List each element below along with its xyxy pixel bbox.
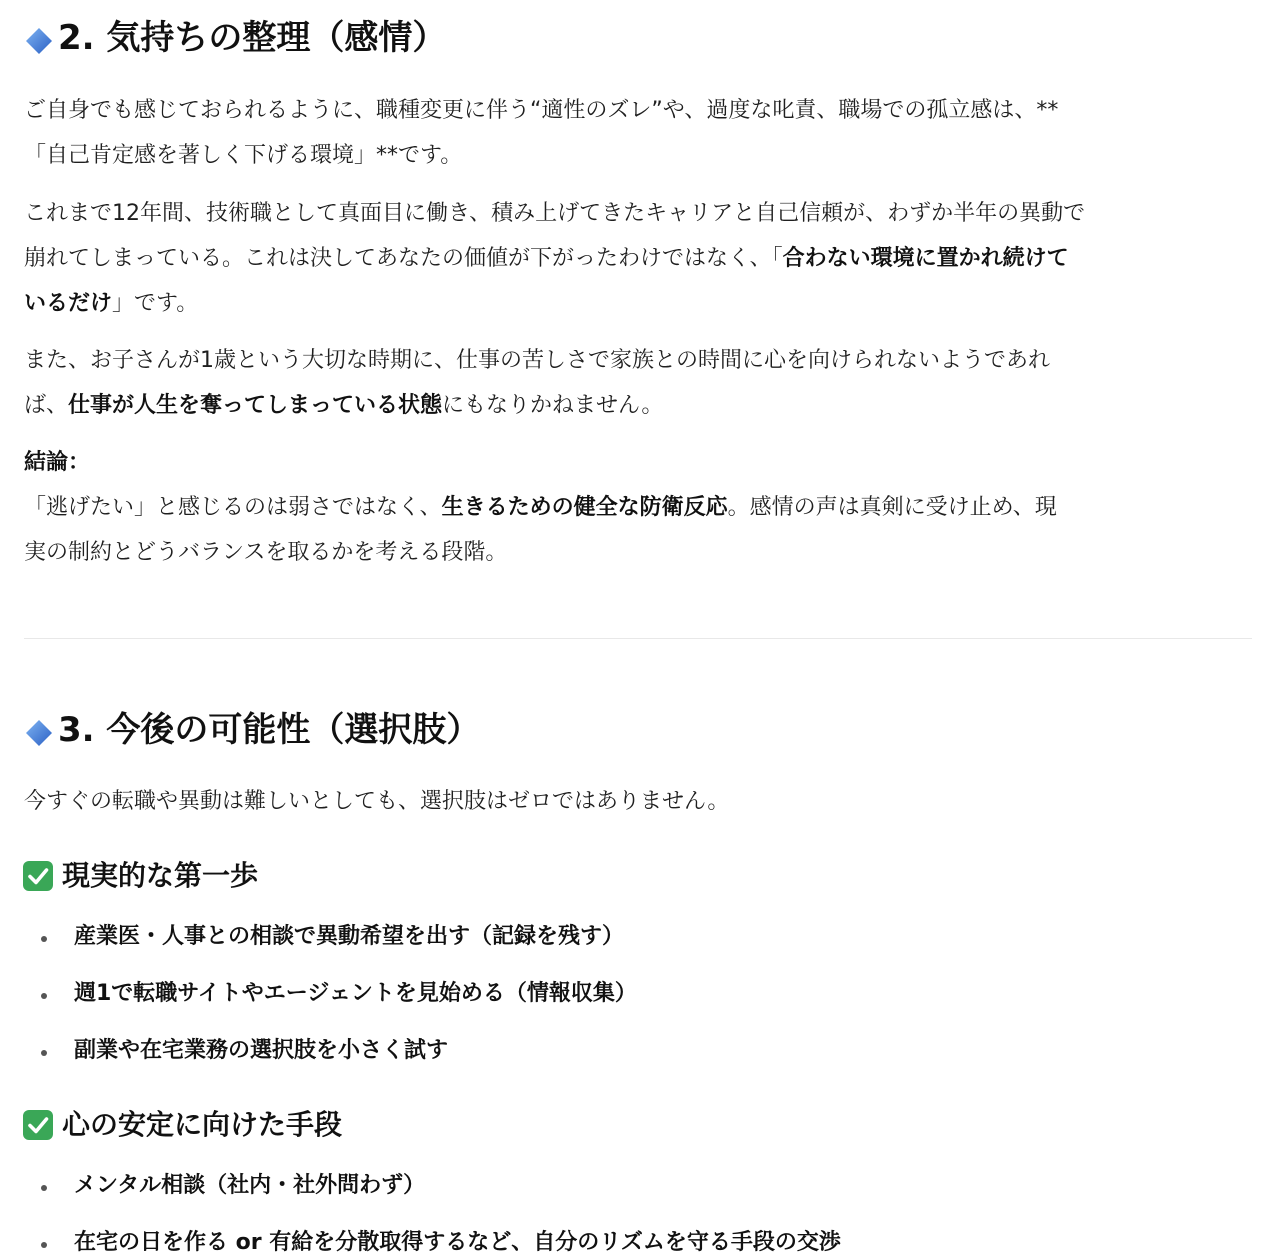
paragraph-1 xyxy=(24,88,1252,178)
paragraph-2-emphasis-a: 合わない環境に置かれ続けて xyxy=(782,246,1069,271)
list-item xyxy=(24,1170,841,1202)
list-item-text: 副業や在宅業務の選択肢を小さく試す xyxy=(74,1038,449,1063)
list-item xyxy=(24,1035,637,1067)
paragraph-3-line-1: また、お子さんが1歳という大切な時期に、仕事の苦しさで家族との時間に心を向けられないようであれ xyxy=(24,348,1051,373)
conclusion-line-2: 実の制約とどうバランスを取るかを考える段階。 xyxy=(24,540,508,565)
paragraph-3-emphasis: 仕事が人生を奪ってしまっている状態 xyxy=(68,393,443,418)
section-divider xyxy=(24,638,1252,639)
paragraph-2-line-2: 崩れてしまっている。これは決してあなたの価値が下がったわけではなく、「 xyxy=(24,246,783,271)
paragraph-3 xyxy=(24,338,1252,428)
group-1-list xyxy=(24,921,637,1067)
section-3-heading-text: 3. 今後の可能性（選択肢） xyxy=(58,710,481,750)
paragraph-2 xyxy=(24,191,1252,326)
check-mark-button-icon xyxy=(22,860,54,892)
blue-diamond-icon xyxy=(24,718,48,742)
check-mark-button-icon xyxy=(22,1109,54,1141)
conclusion-emphasis: 生きるための健全な防衛反応 xyxy=(441,495,728,520)
group-2-heading xyxy=(22,1107,342,1143)
paragraph-1-line-1: ご自身でも感じておられるように、職種変更に伴う“適性のズレ”や、過度な叱責、職場での孤立感は、** xyxy=(24,98,1059,123)
list-item-text: メンタル相談（社内・社外問わず） xyxy=(74,1173,426,1198)
paragraph-2-emphasis-b: いるだけ xyxy=(24,291,113,316)
group-1-title: 現実的な第一歩 xyxy=(62,859,259,892)
group-1-heading xyxy=(22,858,258,894)
group-2-title: 心の安定に向けた手段 xyxy=(62,1108,343,1141)
blue-diamond-icon xyxy=(24,26,48,50)
paragraph-2-line-1: これまで12年間、技術職として真面目に働き、積み上げてきたキャリアと自己信頼が、わずか半年の異動で xyxy=(24,201,1086,226)
section-3-intro-text: 今すぐの転職や異動は難しいとしても、選択肢はゼロではありません。 xyxy=(24,789,730,814)
conclusion-label: 結論： xyxy=(24,450,91,475)
conclusion-block xyxy=(24,440,1252,575)
list-item xyxy=(24,978,637,1010)
conclusion-line-1: 「逃げたい」と感じるのは弱さではなく、 xyxy=(24,495,442,520)
list-item-text: 在宅の日を作る or 有給を分散取得するなど、自分のリズムを守る手段の交渉 xyxy=(74,1230,841,1255)
section-2-heading xyxy=(24,18,446,58)
list-item-text: 産業医・人事との相談で異動希望を出す（記録を残す） xyxy=(74,924,625,949)
section-3-intro xyxy=(24,779,1252,824)
group-2-list xyxy=(24,1170,841,1259)
section-2-heading-text: 2. 気持ちの整理（感情） xyxy=(58,18,447,58)
section-3-heading xyxy=(24,710,480,750)
paragraph-3-line-2a: ば、 xyxy=(24,393,69,418)
list-item-text: 週1で転職サイトやエージェントを見始める（情報収集） xyxy=(74,981,637,1006)
paragraph-3-line-2b: にもなりかねません。 xyxy=(442,393,664,418)
conclusion-line-1-tail: 。感情の声は真剣に受け止め、現 xyxy=(727,495,1057,520)
list-item xyxy=(24,1227,841,1259)
list-item xyxy=(24,921,637,953)
paragraph-1-line-2: 「自己肯定感を著しく下げる環境」**です。 xyxy=(24,143,463,168)
paragraph-2-line-3: 」です。 xyxy=(112,291,199,316)
